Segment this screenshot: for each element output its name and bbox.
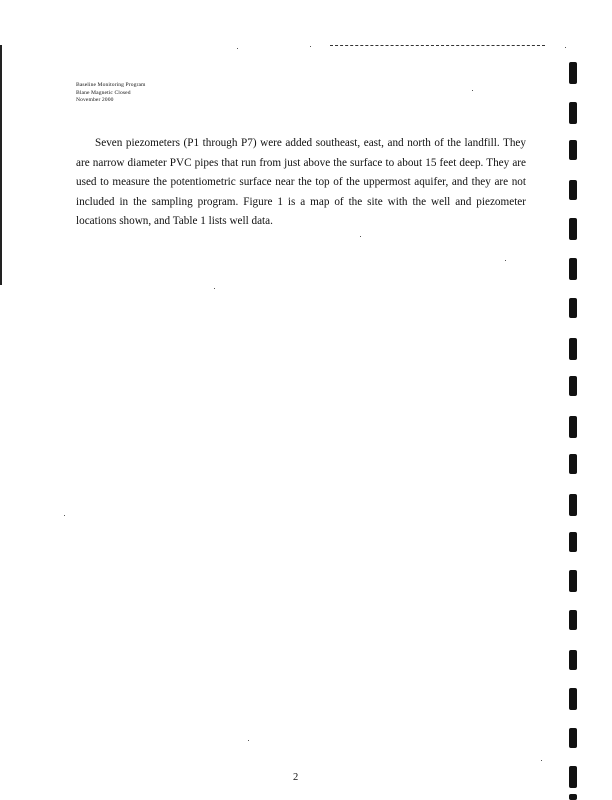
binder-hole [569, 766, 577, 788]
binder-hole [569, 338, 577, 360]
binder-hole [569, 62, 577, 84]
binder-hole [569, 102, 577, 124]
binder-hole [569, 258, 577, 280]
binder-hole [569, 416, 577, 438]
left-scan-edge [0, 45, 2, 285]
binder-hole [569, 532, 577, 552]
scan-speck [565, 47, 566, 48]
header-program-name: Baseline Monitoring Program [76, 82, 146, 88]
binder-hole [569, 610, 577, 630]
scan-speck [360, 236, 361, 237]
binder-hole [569, 728, 577, 748]
header-date: November 2000 [76, 97, 114, 104]
header-site-name: Blane Magnetic Closed [76, 89, 131, 96]
binder-hole [569, 298, 577, 318]
page-number: 2 [293, 772, 299, 783]
binder-hole [569, 376, 577, 396]
scan-speck [505, 260, 506, 261]
scan-speck [541, 760, 542, 761]
binder-hole [569, 454, 577, 474]
top-scan-rule [330, 45, 545, 46]
scan-speck [472, 90, 473, 91]
scan-speck [237, 48, 238, 49]
binder-hole [569, 180, 577, 200]
binder-hole [569, 650, 577, 670]
scan-speck [64, 515, 65, 516]
binder-hole [569, 494, 577, 516]
binder-hole [569, 688, 577, 710]
binder-hole [569, 140, 577, 160]
scan-speck [248, 740, 249, 741]
document-header [76, 82, 146, 105]
scan-speck [214, 288, 215, 289]
binder-hole [569, 570, 577, 592]
scan-speck [310, 46, 311, 47]
binder-hole [569, 218, 577, 240]
binder-hole [569, 794, 577, 800]
body-paragraph: Seven piezometers (P1 through P7) were added southeast, east, and north of the landfill. They are narrow diameter PVC pipes that run from just above the surface to about 15 feet deep. They are used to measure the potentiometric surface near the top of the uppermost aquifer, and they are not included in the sampling program. Figure 1 is a map of the site with the well and piezometer locations shown, and Table 1 lists well data. [76, 137, 526, 228]
